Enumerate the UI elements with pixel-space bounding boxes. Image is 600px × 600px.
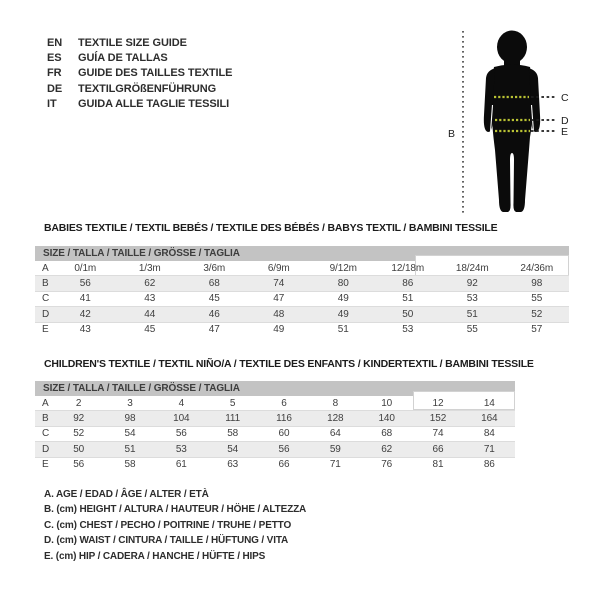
measurement-figure <box>440 15 600 225</box>
size-cell: 55 <box>466 323 478 335</box>
row-label: D <box>42 443 50 455</box>
size-cell: 116 <box>276 413 292 425</box>
table-row <box>35 457 515 472</box>
row-label: C <box>42 428 50 440</box>
size-cell: 8 <box>332 398 339 409</box>
size-cell: 14 <box>483 398 495 409</box>
chest-label: C <box>561 92 569 104</box>
size-cell: 58 <box>124 458 136 470</box>
size-cell: 52 <box>531 308 543 320</box>
size-cell: 44 <box>144 308 156 320</box>
lang-row-it <box>47 97 232 112</box>
size-cell: 3 <box>127 398 133 409</box>
table-row <box>35 396 515 411</box>
lang-label: GUÍA DE TALLAS <box>78 52 168 65</box>
table-row <box>35 426 515 441</box>
size-cell: 61 <box>175 458 187 470</box>
size-cell: 53 <box>175 443 187 455</box>
row-label: C <box>42 293 50 305</box>
size-cell: 68 <box>208 278 220 290</box>
size-cell: 86 <box>483 458 495 470</box>
size-cell: 45 <box>208 293 220 305</box>
lang-code: FR <box>47 67 62 80</box>
size-cell: 12/18m <box>391 263 425 274</box>
size-cell: 1/3m <box>138 263 161 274</box>
legend-line: E. (cm) HIP / CADERA / HANCHE / HÜFTE / HIPS <box>44 550 266 562</box>
size-cell: 51 <box>124 443 136 455</box>
size-cell: 41 <box>79 293 91 305</box>
size-cell: 54 <box>227 443 239 455</box>
size-cell: 63 <box>227 458 239 470</box>
babies-table-rows <box>35 261 569 337</box>
size-cell: 92 <box>73 413 85 425</box>
babies-size-table <box>35 246 569 337</box>
size-cell: 51 <box>337 323 349 335</box>
size-cell: 9/12m <box>329 263 357 274</box>
size-cell: 43 <box>79 323 91 335</box>
hip-label: E <box>561 126 569 138</box>
size-cell: 74 <box>273 278 285 290</box>
children-table-rows <box>35 396 515 472</box>
row-label: A <box>42 398 49 409</box>
size-cell: 84 <box>483 428 495 440</box>
size-cell: 51 <box>402 293 414 305</box>
size-cell: 71 <box>483 443 495 455</box>
size-cell: 49 <box>337 293 349 305</box>
size-cell: 66 <box>278 458 290 470</box>
lang-label: GUIDE DES TAILLES TEXTILE <box>78 67 233 80</box>
size-cell: 62 <box>144 278 156 290</box>
babies-table-title: BABIES TEXTILE / TEXTIL BEBÉS / TEXTILE DES BÉBÉS / BABYS TEXTIL / BAMBINI TESSILE <box>44 222 498 234</box>
table-row <box>35 276 569 291</box>
measurement-legend <box>44 487 306 564</box>
size-cell: 62 <box>381 443 393 455</box>
lang-row-es <box>47 50 232 65</box>
legend-line: A. AGE / EDAD / ÂGE / ALTER / ETÀ <box>44 489 209 500</box>
size-cell: 47 <box>273 293 285 305</box>
child-silhouette-diagram <box>440 15 600 225</box>
lang-row-fr <box>47 66 232 81</box>
lang-code: IT <box>47 98 57 111</box>
size-cell: 57 <box>531 323 543 335</box>
child-silhouette <box>484 31 540 213</box>
lang-code: ES <box>47 52 62 65</box>
lang-code: EN <box>47 36 63 49</box>
table-row <box>35 291 569 306</box>
size-header-bar: SIZE / TALLA / TAILLE / GRÖSSE / TAGLIA <box>35 381 515 396</box>
size-cell: 111 <box>225 413 241 425</box>
size-cell: 12 <box>432 398 444 409</box>
size-cell: 58 <box>227 428 239 440</box>
size-cell: 98 <box>124 413 136 425</box>
size-cell: 46 <box>208 308 220 320</box>
size-cell: 47 <box>208 323 220 335</box>
size-cell: 86 <box>402 278 414 290</box>
size-cell: 66 <box>432 443 444 455</box>
size-cell: 64 <box>329 428 341 440</box>
size-cell: 48 <box>273 308 285 320</box>
row-label: E <box>42 323 49 335</box>
size-cell: 5 <box>229 398 236 409</box>
size-cell: 74 <box>432 428 444 440</box>
size-cell: 49 <box>337 308 349 320</box>
row-label: B <box>42 278 49 290</box>
size-cell: 50 <box>73 443 85 455</box>
size-cell: 0/1m <box>74 263 97 274</box>
size-cell: 49 <box>273 323 285 335</box>
size-cell: 6/9m <box>267 263 290 274</box>
size-cell: 56 <box>79 278 91 290</box>
table-row <box>35 307 569 322</box>
children-size-table <box>35 381 515 472</box>
size-cell: 2 <box>75 398 82 409</box>
size-cell: 81 <box>432 458 444 470</box>
size-cell: 164 <box>481 413 498 425</box>
size-cell: 51 <box>466 308 478 320</box>
size-cell: 92 <box>466 278 478 290</box>
size-cell: 128 <box>327 413 344 425</box>
size-cell: 68 <box>381 428 393 440</box>
legend-line: D. (cm) WAIST / CINTURA / TAILLE / HÜFTUNG / VITA <box>44 535 289 547</box>
table-row <box>35 261 569 276</box>
row-label: B <box>42 413 49 425</box>
size-cell: 52 <box>73 428 85 440</box>
height-label: B <box>448 128 456 140</box>
lang-label: TEXTILE SIZE GUIDE <box>78 36 187 49</box>
language-title-list <box>47 35 232 112</box>
table-row <box>35 322 569 337</box>
waist-label: D <box>561 115 569 127</box>
lang-row-en <box>47 35 232 50</box>
size-cell: 76 <box>381 458 393 470</box>
lang-code: DE <box>47 82 63 95</box>
size-cell: 152 <box>429 413 447 425</box>
size-cell: 43 <box>144 293 156 305</box>
size-cell: 4 <box>178 398 185 409</box>
size-cell: 42 <box>79 308 91 320</box>
size-cell: 140 <box>378 413 395 425</box>
children-table-title: CHILDREN'S TEXTILE / TEXTIL NIÑO/A / TEXTILE DES ENFANTS / KINDERTEXTIL / BAMBINI TESSILE <box>44 358 534 370</box>
size-cell: 71 <box>329 458 341 470</box>
size-cell: 54 <box>124 428 136 440</box>
size-cell: 59 <box>329 443 341 455</box>
table-row <box>35 442 515 457</box>
size-cell: 45 <box>144 323 156 335</box>
size-cell: 56 <box>73 458 85 470</box>
lang-label: TEXTILGRÖßENFÜHRUNG <box>78 82 217 95</box>
size-cell: 6 <box>281 398 287 409</box>
size-cell: 80 <box>337 278 349 290</box>
lang-row-de <box>47 81 232 96</box>
size-cell: 50 <box>402 308 414 320</box>
size-header-bar: SIZE / TALLA / TAILLE / GRÖSSE / TAGLIA <box>35 246 569 261</box>
row-label: E <box>42 458 49 470</box>
size-cell: 104 <box>173 413 190 425</box>
size-cell: 10 <box>381 398 393 409</box>
row-label: D <box>42 308 50 320</box>
table-row <box>35 411 515 426</box>
size-cell: 55 <box>531 293 543 305</box>
size-cell: 98 <box>531 278 543 290</box>
size-cell: 3/6m <box>203 263 226 274</box>
lang-label: GUIDA ALLE TAGLIE TESSILI <box>78 98 230 111</box>
legend-line: C. (cm) CHEST / PECHO / POITRINE / TRUHE / PETTO <box>44 519 292 531</box>
size-cell: 60 <box>278 428 290 440</box>
size-cell: 53 <box>466 293 478 305</box>
size-cell: 18/24m <box>455 263 489 274</box>
size-cell: 56 <box>278 443 290 455</box>
legend-line: B. (cm) HEIGHT / ALTURA / HAUTEUR / HÖHE / ALTEZZA <box>44 504 307 516</box>
row-label: A <box>42 263 49 274</box>
size-cell: 53 <box>402 323 414 335</box>
size-cell: 56 <box>175 428 187 440</box>
size-cell: 24/36m <box>520 263 554 274</box>
